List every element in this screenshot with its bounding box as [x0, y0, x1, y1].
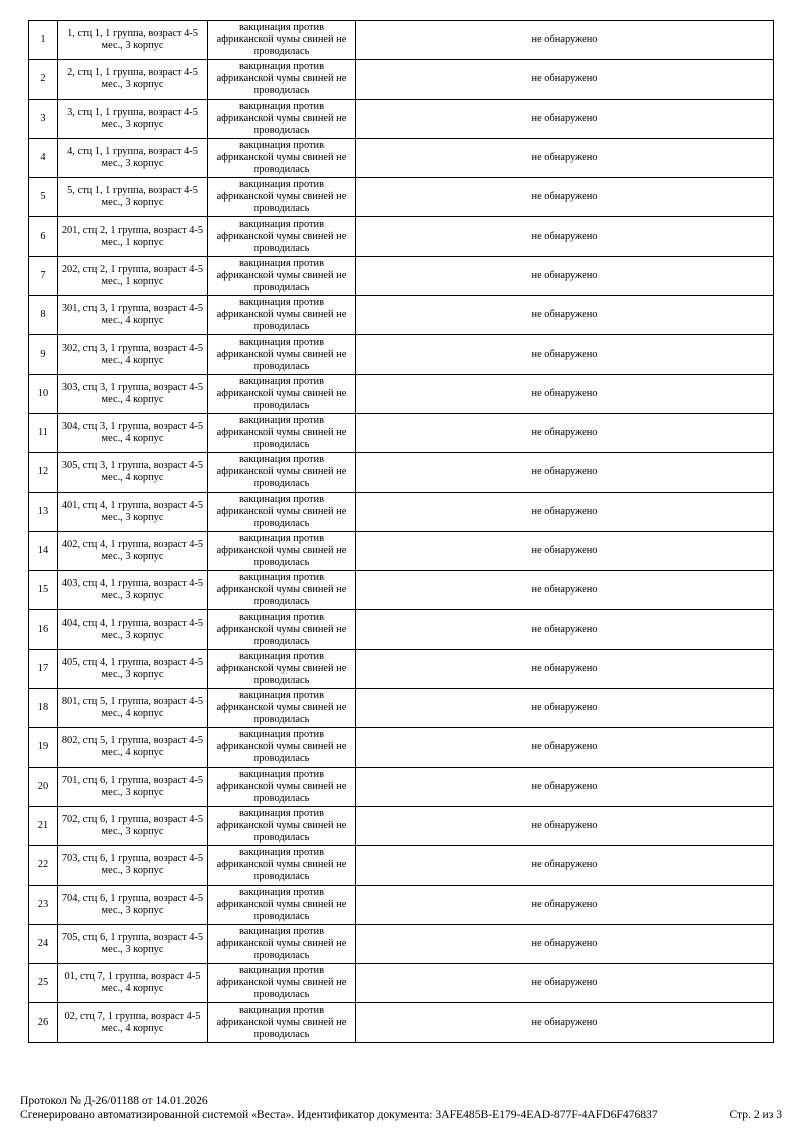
table-row: [29, 649, 774, 688]
table-row: [29, 846, 774, 885]
sample-description-cell: 405, стц 4, 1 группа, возраст 4-5 мес., 3 корпус: [58, 649, 208, 688]
vaccination-status-cell: вакцинация против африканской чумы свиней не проводилась: [208, 60, 356, 99]
vaccination-status-cell: вакцинация против африканской чумы свиней не проводилась: [208, 846, 356, 885]
test-result-cell: не обнаружено: [356, 964, 774, 1003]
row-number-cell: 7: [29, 256, 58, 295]
table-row: [29, 689, 774, 728]
test-result-cell: не обнаружено: [356, 846, 774, 885]
sample-description-cell: 705, стц 6, 1 группа, возраст 4-5 мес., 3 корпус: [58, 924, 208, 963]
row-number-cell: 11: [29, 413, 58, 452]
results-table-body: [29, 21, 774, 1043]
vaccination-status-cell: вакцинация против африканской чумы свиней не проводилась: [208, 806, 356, 845]
table-row: [29, 99, 774, 138]
table-row: [29, 964, 774, 1003]
sample-description-cell: 304, стц 3, 1 группа, возраст 4-5 мес., 4 корпус: [58, 413, 208, 452]
sample-description-cell: 702, стц 6, 1 группа, возраст 4-5 мес., 3 корпус: [58, 806, 208, 845]
row-number-cell: 20: [29, 767, 58, 806]
vaccination-status-cell: вакцинация против африканской чумы свиней не проводилась: [208, 374, 356, 413]
sample-description-cell: 703, стц 6, 1 группа, возраст 4-5 мес., 3 корпус: [58, 846, 208, 885]
test-result-cell: не обнаружено: [356, 296, 774, 335]
sample-description-cell: 301, стц 3, 1 группа, возраст 4-5 мес., 4 корпус: [58, 296, 208, 335]
sample-description-cell: 801, стц 5, 1 группа, возраст 4-5 мес., 4 корпус: [58, 689, 208, 728]
test-result-cell: не обнаружено: [356, 492, 774, 531]
vaccination-status-cell: вакцинация против африканской чумы свиней не проводилась: [208, 964, 356, 1003]
table-row: [29, 413, 774, 452]
table-row: [29, 453, 774, 492]
row-number-cell: 10: [29, 374, 58, 413]
table-row: [29, 138, 774, 177]
vaccination-status-cell: вакцинация против африканской чумы свиней не проводилась: [208, 138, 356, 177]
table-row: [29, 335, 774, 374]
table-row: [29, 806, 774, 845]
vaccination-status-cell: вакцинация против африканской чумы свиней не проводилась: [208, 728, 356, 767]
table-row: [29, 728, 774, 767]
row-number-cell: 19: [29, 728, 58, 767]
sample-description-cell: 302, стц 3, 1 группа, возраст 4-5 мес., 4 корпус: [58, 335, 208, 374]
row-number-cell: 17: [29, 649, 58, 688]
vaccination-status-cell: вакцинация против африканской чумы свиней не проводилась: [208, 767, 356, 806]
protocol-reference: Протокол № Д-26/01188 от 14.01.2026: [20, 1094, 208, 1107]
test-result-cell: не обнаружено: [356, 571, 774, 610]
table-row: [29, 767, 774, 806]
row-number-cell: 2: [29, 60, 58, 99]
sample-description-cell: 201, стц 2, 1 группа, возраст 4-5 мес., 1 корпус: [58, 217, 208, 256]
vaccination-status-cell: вакцинация против африканской чумы свиней не проводилась: [208, 531, 356, 570]
page-footer: [20, 1094, 782, 1122]
sample-description-cell: 4, стц 1, 1 группа, возраст 4-5 мес., 3 корпус: [58, 138, 208, 177]
sample-description-cell: 704, стц 6, 1 группа, возраст 4-5 мес., 3 корпус: [58, 885, 208, 924]
sample-description-cell: 02, стц 7, 1 группа, возраст 4-5 мес., 4 корпус: [58, 1003, 208, 1042]
row-number-cell: 6: [29, 217, 58, 256]
test-result-cell: не обнаружено: [356, 531, 774, 570]
test-result-cell: не обнаружено: [356, 335, 774, 374]
row-number-cell: 5: [29, 178, 58, 217]
sample-description-cell: 402, стц 4, 1 группа, возраст 4-5 мес., 3 корпус: [58, 531, 208, 570]
test-result-cell: не обнаружено: [356, 138, 774, 177]
test-result-cell: не обнаружено: [356, 1003, 774, 1042]
vaccination-status-cell: вакцинация против африканской чумы свиней не проводилась: [208, 649, 356, 688]
vaccination-status-cell: вакцинация против африканской чумы свиней не проводилась: [208, 571, 356, 610]
vaccination-status-cell: вакцинация против африканской чумы свиней не проводилась: [208, 492, 356, 531]
table-row: [29, 885, 774, 924]
row-number-cell: 25: [29, 964, 58, 1003]
sample-description-cell: 5, стц 1, 1 группа, возраст 4-5 мес., 3 корпус: [58, 178, 208, 217]
sample-description-cell: 2, стц 1, 1 группа, возраст 4-5 мес., 3 корпус: [58, 60, 208, 99]
vaccination-status-cell: вакцинация против африканской чумы свиней не проводилась: [208, 1003, 356, 1042]
sample-description-cell: 303, стц 3, 1 группа, возраст 4-5 мес., 4 корпус: [58, 374, 208, 413]
sample-description-cell: 802, стц 5, 1 группа, возраст 4-5 мес., 4 корпус: [58, 728, 208, 767]
test-result-cell: не обнаружено: [356, 21, 774, 60]
row-number-cell: 23: [29, 885, 58, 924]
row-number-cell: 1: [29, 21, 58, 60]
sample-description-cell: 1, стц 1, 1 группа, возраст 4-5 мес., 3 корпус: [58, 21, 208, 60]
generated-by-note: Сгенерировано автоматизированной системой «Веста». Идентификатор документа: 3AFE485B-E179-4EAD-877F-4AFD6F476837: [20, 1108, 658, 1121]
row-number-cell: 13: [29, 492, 58, 531]
row-number-cell: 4: [29, 138, 58, 177]
row-number-cell: 24: [29, 924, 58, 963]
footer-row: [20, 1108, 782, 1122]
sample-description-cell: 401, стц 4, 1 группа, возраст 4-5 мес., 3 корпус: [58, 492, 208, 531]
test-result-cell: не обнаружено: [356, 924, 774, 963]
page-number: Стр. 2 из 3: [729, 1108, 782, 1121]
test-result-cell: не обнаружено: [356, 453, 774, 492]
sample-description-cell: 3, стц 1, 1 группа, возраст 4-5 мес., 3 корпус: [58, 99, 208, 138]
test-result-cell: не обнаружено: [356, 767, 774, 806]
test-result-cell: не обнаружено: [356, 689, 774, 728]
row-number-cell: 12: [29, 453, 58, 492]
table-row: [29, 571, 774, 610]
table-row: [29, 256, 774, 295]
vaccination-status-cell: вакцинация против африканской чумы свиней не проводилась: [208, 885, 356, 924]
test-result-cell: не обнаружено: [356, 60, 774, 99]
table-row: [29, 60, 774, 99]
test-result-cell: не обнаружено: [356, 413, 774, 452]
vaccination-status-cell: вакцинация против африканской чумы свиней не проводилась: [208, 178, 356, 217]
sample-description-cell: 403, стц 4, 1 группа, возраст 4-5 мес., 3 корпус: [58, 571, 208, 610]
row-number-cell: 15: [29, 571, 58, 610]
sample-description-cell: 404, стц 4, 1 группа, возраст 4-5 мес., 3 корпус: [58, 610, 208, 649]
vaccination-status-cell: вакцинация против африканской чумы свиней не проводилась: [208, 689, 356, 728]
table-row: [29, 492, 774, 531]
row-number-cell: 8: [29, 296, 58, 335]
table-row: [29, 21, 774, 60]
test-result-cell: не обнаружено: [356, 885, 774, 924]
table-row: [29, 296, 774, 335]
table-row: [29, 1003, 774, 1042]
row-number-cell: 22: [29, 846, 58, 885]
row-number-cell: 18: [29, 689, 58, 728]
vaccination-status-cell: вакцинация против африканской чумы свиней не проводилась: [208, 217, 356, 256]
test-result-cell: не обнаружено: [356, 610, 774, 649]
row-number-cell: 14: [29, 531, 58, 570]
test-result-cell: не обнаружено: [356, 99, 774, 138]
test-result-cell: не обнаружено: [356, 374, 774, 413]
vaccination-status-cell: вакцинация против африканской чумы свиней не проводилась: [208, 99, 356, 138]
test-result-cell: не обнаружено: [356, 256, 774, 295]
vaccination-status-cell: вакцинация против африканской чумы свиней не проводилась: [208, 413, 356, 452]
table-row: [29, 217, 774, 256]
vaccination-status-cell: вакцинация против африканской чумы свиней не проводилась: [208, 453, 356, 492]
row-number-cell: 21: [29, 806, 58, 845]
row-number-cell: 26: [29, 1003, 58, 1042]
table-row: [29, 178, 774, 217]
results-table: [28, 20, 774, 1043]
table-row: [29, 610, 774, 649]
table-row: [29, 374, 774, 413]
test-result-cell: не обнаружено: [356, 217, 774, 256]
vaccination-status-cell: вакцинация против африканской чумы свиней не проводилась: [208, 256, 356, 295]
test-result-cell: не обнаружено: [356, 806, 774, 845]
sample-description-cell: 305, стц 3, 1 группа, возраст 4-5 мес., 4 корпус: [58, 453, 208, 492]
vaccination-status-cell: вакцинация против африканской чумы свиней не проводилась: [208, 21, 356, 60]
row-number-cell: 9: [29, 335, 58, 374]
sample-description-cell: 01, стц 7, 1 группа, возраст 4-5 мес., 4 корпус: [58, 964, 208, 1003]
test-result-cell: не обнаружено: [356, 178, 774, 217]
vaccination-status-cell: вакцинация против африканской чумы свиней не проводилась: [208, 610, 356, 649]
test-result-cell: не обнаружено: [356, 728, 774, 767]
table-row: [29, 531, 774, 570]
vaccination-status-cell: вакцинация против африканской чумы свиней не проводилась: [208, 296, 356, 335]
table-row: [29, 924, 774, 963]
test-result-cell: не обнаружено: [356, 649, 774, 688]
row-number-cell: 3: [29, 99, 58, 138]
vaccination-status-cell: вакцинация против африканской чумы свиней не проводилась: [208, 335, 356, 374]
sample-description-cell: 202, стц 2, 1 группа, возраст 4-5 мес., 1 корпус: [58, 256, 208, 295]
row-number-cell: 16: [29, 610, 58, 649]
sample-description-cell: 701, стц 6, 1 группа, возраст 4-5 мес., 3 корпус: [58, 767, 208, 806]
vaccination-status-cell: вакцинация против африканской чумы свиней не проводилась: [208, 924, 356, 963]
